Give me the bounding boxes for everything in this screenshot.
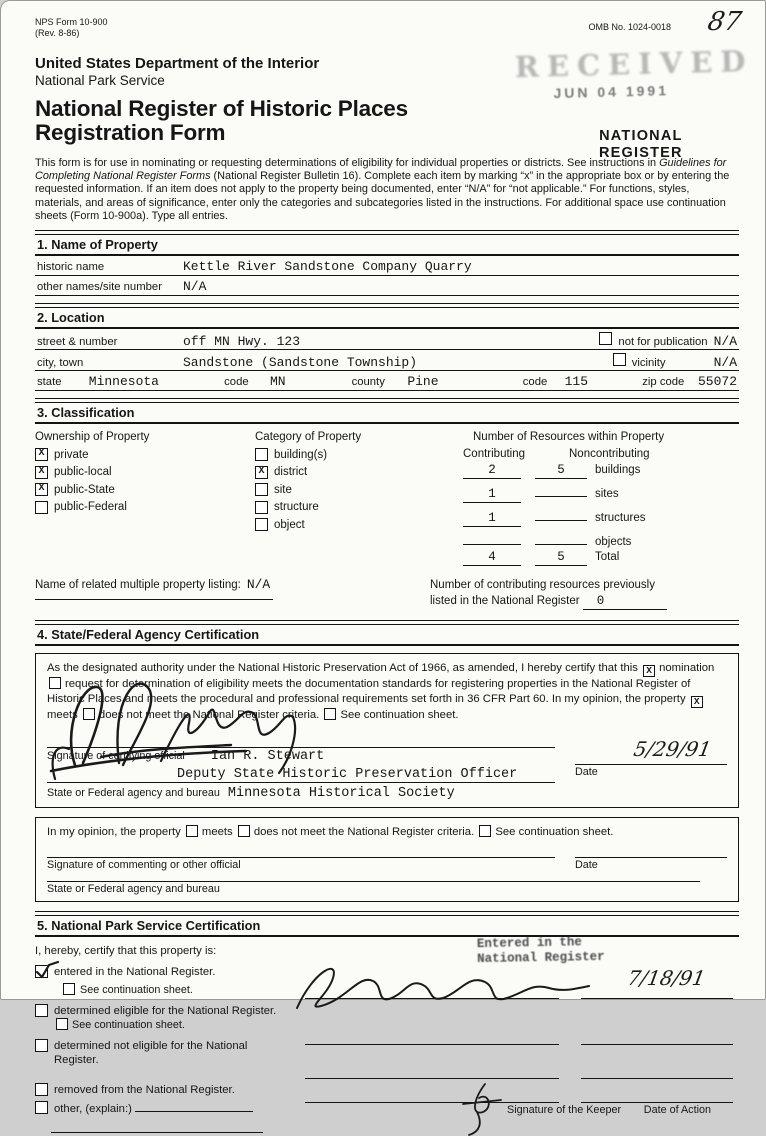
checkbox-category-object xyxy=(255,518,268,531)
nps-certification-options xyxy=(35,940,289,1136)
section-2-heading: 2. Location xyxy=(35,308,739,329)
certifying-official-name: Ian R. Stewart xyxy=(210,749,325,765)
date-line xyxy=(575,764,727,765)
county-code-value: 115 xyxy=(564,374,588,390)
section-1-heading: 1. Name of Property xyxy=(35,235,739,256)
agency-bureau-label: State or Federal agency and bureau xyxy=(47,787,220,800)
left-blank-line xyxy=(51,1132,263,1133)
resource-row: 4 5 Total xyxy=(463,550,739,566)
commenting-signature-row xyxy=(47,857,727,871)
contributing-header: Contributing xyxy=(463,448,526,461)
checkbox-determined-not-eligible xyxy=(35,1039,48,1052)
resource-row: 2 5 buildings xyxy=(463,463,739,479)
resource-row: 1 sites xyxy=(463,481,739,503)
section-3 xyxy=(35,398,739,424)
entered-in-register-stamp: Entered in the National Register xyxy=(476,934,605,966)
checkbox-ownership-public-local: X xyxy=(35,466,48,479)
action-date-line-1 xyxy=(581,998,733,999)
keeper-initial-mark xyxy=(457,1080,509,1136)
option-entered-continuation: See continuation sheet. xyxy=(61,983,289,997)
national-register-stamp: NATIONAL REGISTER xyxy=(599,128,683,161)
handwritten-page-number: 87 xyxy=(705,7,744,37)
section-5-heading: 5. National Park Service Certification xyxy=(35,916,739,937)
resources-column xyxy=(463,431,739,568)
resource-row: 1 structures xyxy=(463,505,739,527)
section-3-heading: 3. Classification xyxy=(35,403,739,424)
checkbox-category-buildings xyxy=(255,448,268,461)
city-value: Sandstone (Sandstone Township) xyxy=(183,355,418,371)
date-label: Date xyxy=(575,766,598,779)
keeper-signature-line-4 xyxy=(305,1102,559,1103)
ownership-title: Ownership of Property xyxy=(35,431,150,444)
checkbox-eligible-continuation xyxy=(56,1018,68,1030)
street-row xyxy=(35,329,739,350)
option-other: other, (explain:) xyxy=(35,1101,289,1116)
checkbox-see-continuation xyxy=(324,708,336,720)
date-of-action-label: Date of Action xyxy=(643,1103,711,1116)
omb-number: OMB No. 1024-0018 xyxy=(588,22,671,32)
related-listing-label: Name of related multiple property listing: xyxy=(35,579,241,592)
nps-certification-body xyxy=(35,934,739,1136)
checkbox-ownership-public-state: X xyxy=(35,483,48,496)
category-option: site xyxy=(255,483,463,496)
nps-certification-intro: I, hereby, certify that this property is: xyxy=(35,944,217,957)
checkbox-not-for-publication xyxy=(599,332,612,345)
option-removed: removed from the National Register. xyxy=(35,1083,289,1097)
commenting-date-line xyxy=(575,857,727,858)
checkbox-does-not-meet xyxy=(83,708,95,720)
checkbox-category-structure xyxy=(255,501,268,514)
checkbox-meets: X xyxy=(691,696,703,708)
received-stamp-date: JUN 04 1991 xyxy=(553,82,670,102)
other-names-value: N/A xyxy=(183,279,207,295)
option-determined-eligible: determined eligible for the National Register. See continuation sheet. xyxy=(35,1004,289,1032)
county-code-label: code xyxy=(522,376,548,389)
section-2 xyxy=(35,303,739,329)
not-for-publication-label: not for publication xyxy=(618,336,708,349)
form-number: NPS Form 10-900 xyxy=(35,17,108,27)
action-date-line-3 xyxy=(581,1078,733,1079)
commenting-official-box xyxy=(35,817,739,901)
category-option: object xyxy=(255,518,463,531)
checkbox-entered-continuation xyxy=(63,983,75,995)
keeper-signature-line-2 xyxy=(305,1044,559,1045)
historic-name-value: Kettle River Sandstone Company Quarry xyxy=(183,259,472,275)
section-4-heading: 4. State/Federal Agency Certification xyxy=(35,625,739,646)
option-determined-not-eligible: determined not eligible for the National Register. xyxy=(35,1039,289,1067)
city-row xyxy=(35,350,739,371)
checkbox-category-district: X xyxy=(255,466,268,479)
certification-statement: As the designated authority under the National Historic Preservation Act of 1966, as amended, I hereby certify that this X nomination request for determination of eligibility meets the documentation standards for registering properties in the National Register of Historic Places and meets the procedural and professional requirements set forth in 36 CFR Part 60. In my opinion, the property Xmeets does not meet the National Register criteria. See continuation sheet. xyxy=(47,662,715,722)
county-value: Pine xyxy=(407,374,439,390)
checkbox-determined-eligible xyxy=(35,1004,48,1017)
keeper-signature-line-1 xyxy=(305,998,559,999)
street-value: off MN Hwy. 123 xyxy=(183,334,301,350)
other-explain-line xyxy=(135,1101,253,1112)
checkbox-removed xyxy=(35,1083,48,1096)
handwritten-keeper-date: 7/18/91 xyxy=(625,965,708,990)
other-names-label: other names/site number xyxy=(37,281,162,294)
state-federal-certification-box xyxy=(35,653,739,808)
previously-listed-count: 0 xyxy=(583,593,667,610)
zip-label: zip code xyxy=(642,376,685,389)
agency-bureau-row xyxy=(47,786,727,801)
vicinity-value: N/A xyxy=(713,355,737,371)
noncontributing-header: Noncontributing xyxy=(569,448,650,461)
state-code-label: code xyxy=(224,376,249,389)
certifying-official-title: Deputy State Historic Preservation Officer xyxy=(177,767,518,783)
agency-title: National Park Service xyxy=(35,73,165,88)
action-date-line-2 xyxy=(581,1044,733,1045)
category-option: X district xyxy=(255,466,463,479)
ownership-option: X private xyxy=(35,448,255,461)
keeper-signature-line-3 xyxy=(305,1078,559,1079)
section-5 xyxy=(35,911,739,937)
checkbox-opinion-meets xyxy=(186,825,198,837)
section-1 xyxy=(35,230,739,256)
agency-bureau-value: Minnesota Historical Society xyxy=(227,786,455,802)
form-revision: (Rev. 8-86) xyxy=(35,27,80,38)
ownership-option: X public-State xyxy=(35,483,255,496)
checkbox-ownership-public-federal xyxy=(35,501,48,514)
commenting-agency-label: State or Federal agency and bureau xyxy=(47,882,220,895)
not-for-publication-value: N/A xyxy=(713,334,737,350)
category-option: structure xyxy=(255,501,463,514)
commenting-date-label: Date xyxy=(575,858,598,871)
checkbox-vicinity xyxy=(613,353,626,366)
category-option: building(s) xyxy=(255,448,463,461)
keeper-signature-label: Signature of the Keeper xyxy=(507,1103,622,1116)
resources-title: Number of Resources within Property xyxy=(473,431,665,444)
category-column xyxy=(255,431,463,568)
checkbox-category-site xyxy=(255,483,268,496)
other-names-row xyxy=(35,276,739,296)
action-date-line-4 xyxy=(581,1102,733,1103)
received-stamp xyxy=(514,44,759,102)
historic-name-label: historic name xyxy=(37,261,105,274)
option-entered: entered in the National Register. xyxy=(35,965,289,979)
checkbox-opinion-does-not-meet xyxy=(238,825,250,837)
checkbox-entered xyxy=(35,965,48,978)
certifying-signature-label: Signature of certifying official xyxy=(47,750,185,763)
historic-name-row xyxy=(35,256,739,276)
received-stamp-word: RECEIVED xyxy=(514,43,754,85)
state-row xyxy=(35,371,739,391)
certifying-signature-row xyxy=(47,737,727,783)
category-title: Category of Property xyxy=(255,431,362,444)
checkbox-nomination: X xyxy=(643,665,655,677)
classification-columns xyxy=(35,431,739,568)
commenting-signature-line xyxy=(47,857,555,858)
related-listing xyxy=(35,577,430,610)
commenting-agency-row xyxy=(47,881,700,895)
resources-subheaders xyxy=(463,448,739,460)
checkbox-ownership-private: X xyxy=(35,448,48,461)
zip-value: 55072 xyxy=(697,374,737,390)
resource-row: objects xyxy=(463,529,739,548)
state-code-value: MN xyxy=(269,374,286,390)
checkbox-request xyxy=(49,677,61,689)
checkbox-opinion-see-continuation xyxy=(479,825,491,837)
commenting-signature-label: Signature of commenting or other official xyxy=(47,858,241,871)
form-instructions: This form is for use in nominating or requesting determinations of eligibility for individual properties or districts. See instructions in Guidelines for Completing National Register Forms (National Register Bulletin 16). Complete each item by marking “x” in the appropriate box or by entering the requested information. If an item does not apply to the property being documented, enter “N/A” for “not applicable.” For functions, styles, materials, and areas of significance, enter only the categories and subcategories listed in the instructions. For additional space use continuation sheets (Form 10-900a). Type all entries. xyxy=(35,157,730,222)
related-listing-value: N/A xyxy=(246,577,271,593)
state-label: state xyxy=(37,376,62,389)
department-title: United States Department of the Interior xyxy=(35,55,320,72)
related-listing-line xyxy=(35,592,273,600)
ownership-column xyxy=(35,431,255,568)
street-label: street & number xyxy=(37,336,118,349)
page-title: National Register of Historic Places Registration Form xyxy=(35,96,408,145)
checkbox-other xyxy=(35,1101,48,1114)
ownership-option: X public-local xyxy=(35,466,255,479)
ownership-option: public-Federal xyxy=(35,501,255,514)
handwritten-certification-date: 5/29/91 xyxy=(631,737,714,762)
previously-listed: Number of contributing resources previously listed in the National Register 0 xyxy=(430,577,739,610)
county-label: county xyxy=(351,376,385,389)
vicinity-label: vicinity xyxy=(631,357,666,370)
related-listing-row xyxy=(35,577,739,610)
certifying-signature-line xyxy=(47,747,555,748)
nps-certification-signatures xyxy=(289,934,739,1136)
state-value: Minnesota xyxy=(88,374,159,390)
city-label: city, town xyxy=(37,357,84,370)
section-4 xyxy=(35,620,739,646)
opinion-statement: In my opinion, the property meets does not meet the National Register criteria. See continuation sheet. xyxy=(47,826,614,839)
